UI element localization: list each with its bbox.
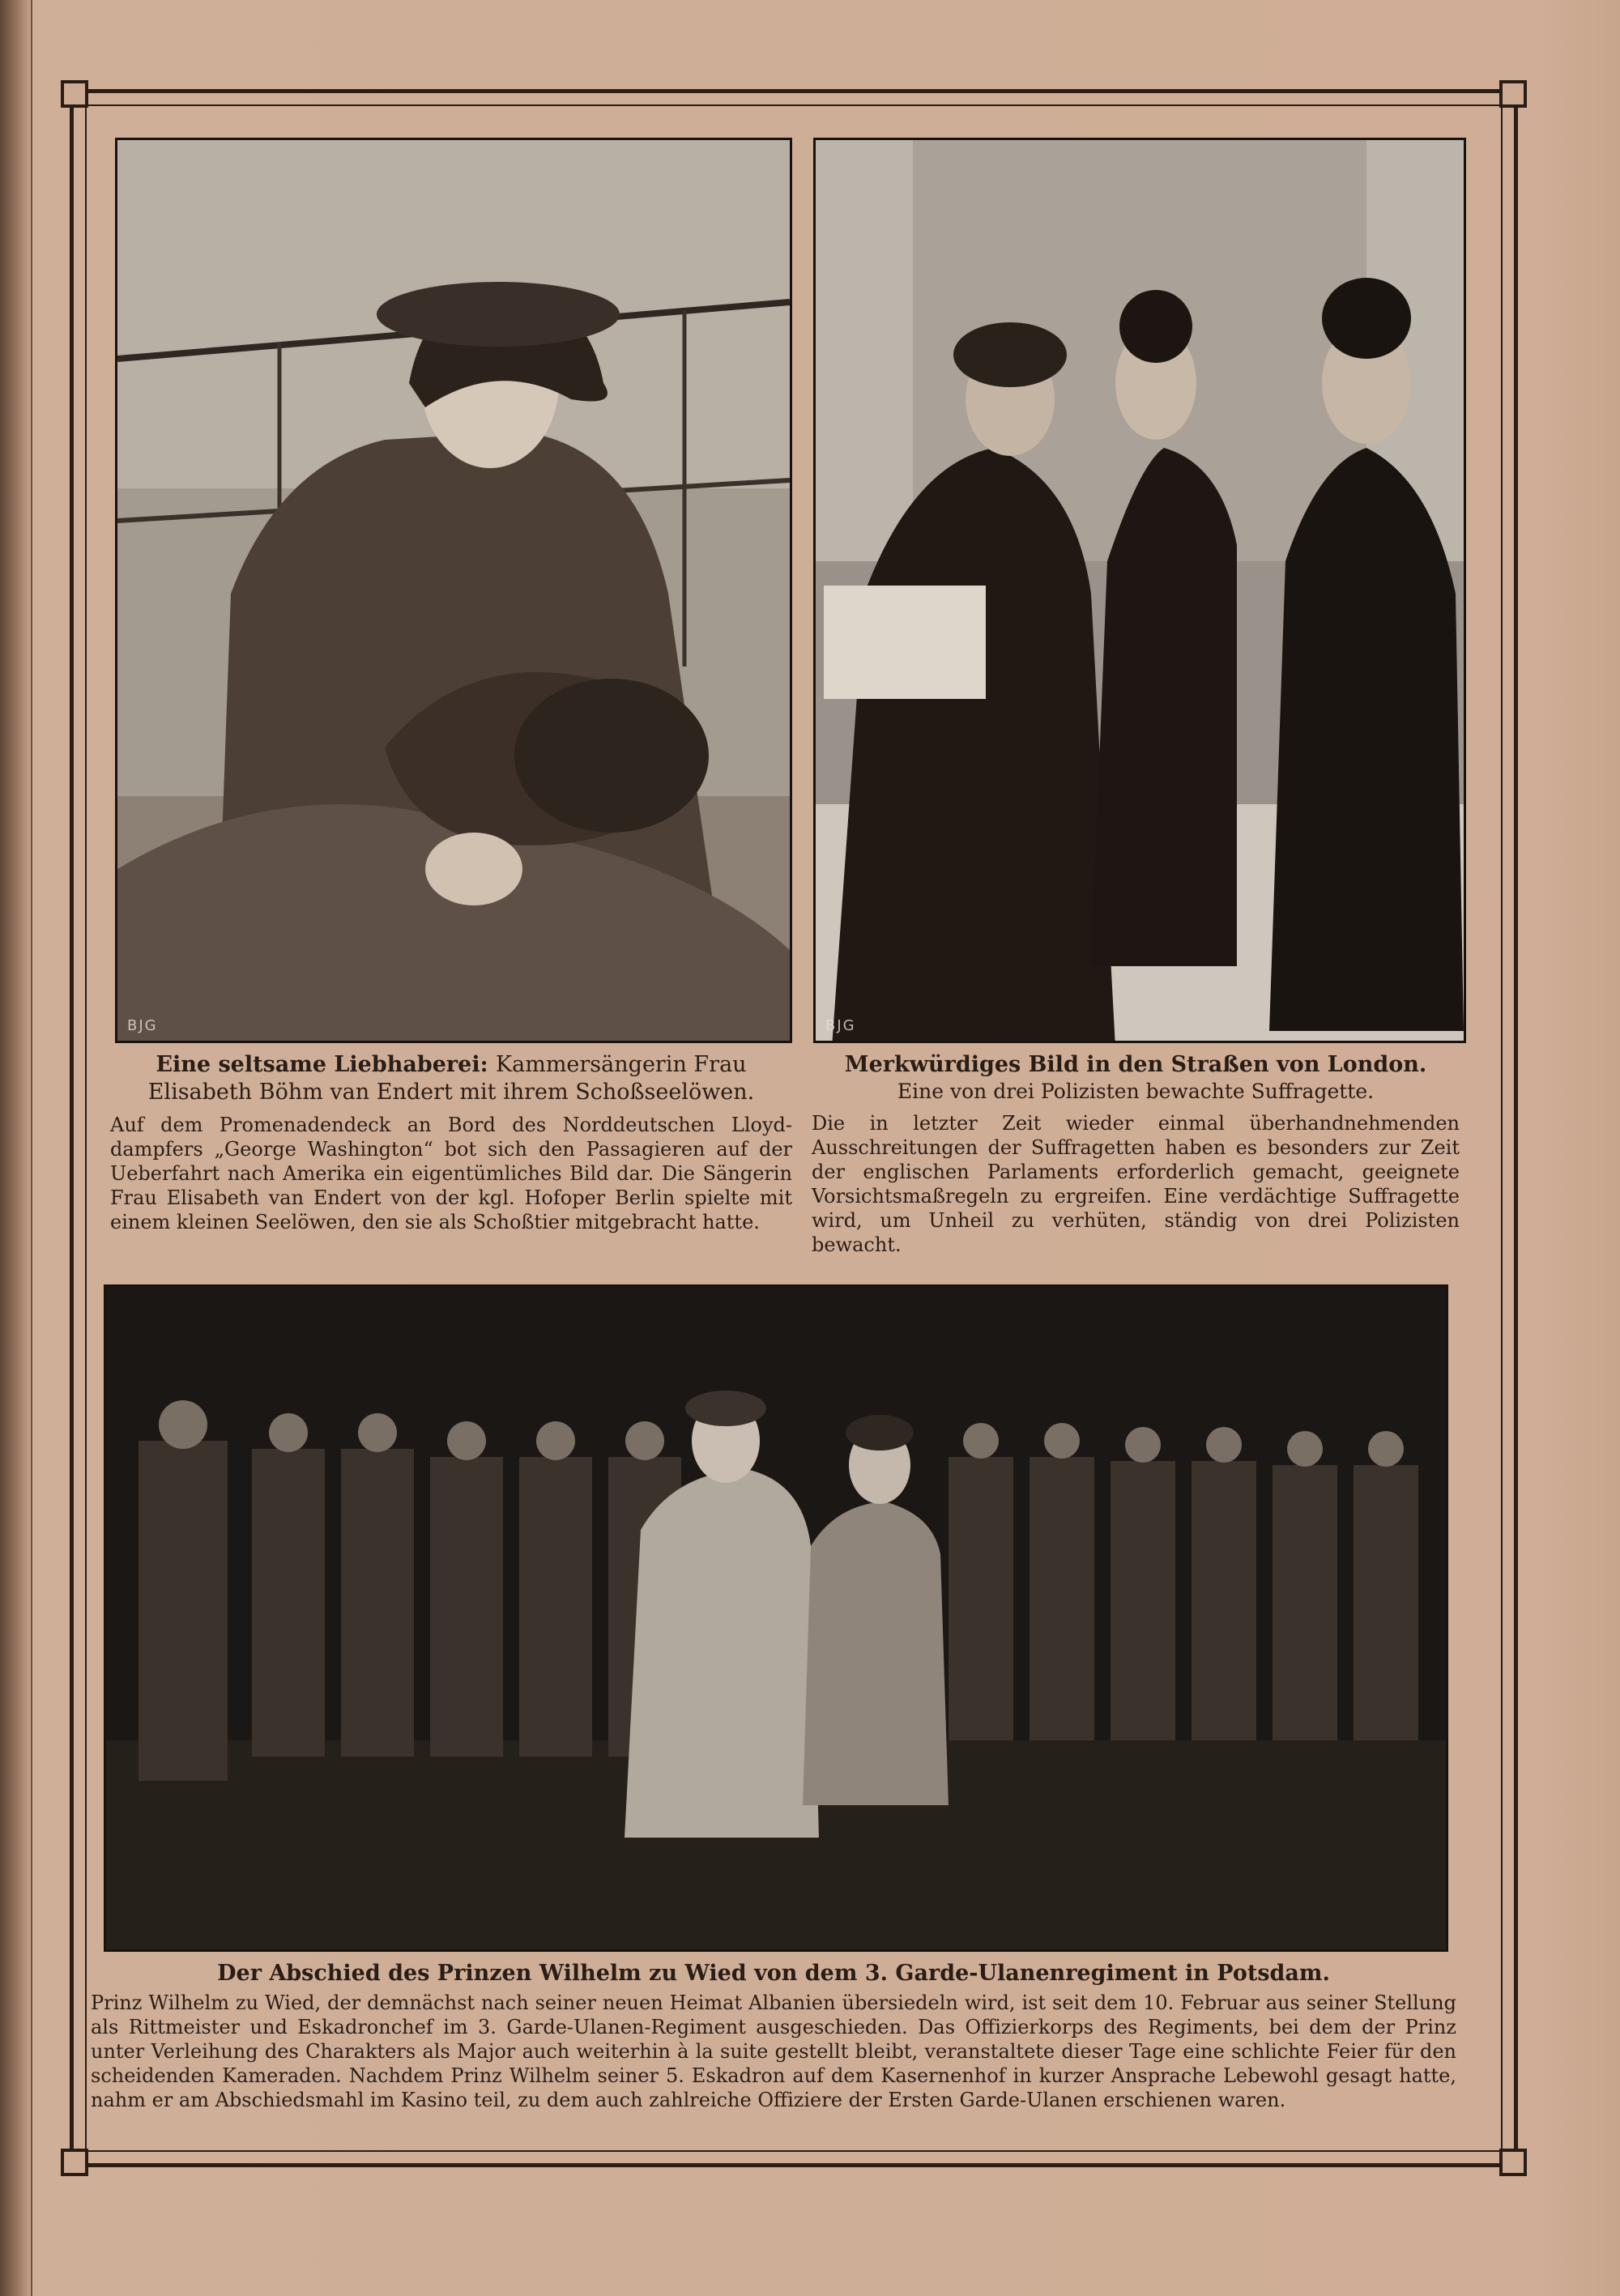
caption-regiment-farewell — [91, 1960, 1456, 2112]
photo-regiment-farewell-image — [106, 1287, 1446, 1949]
caption-body: Prinz Wilhelm zu Wied, der demnächst nach seiner neuen Heimat Albanien übersiedeln wird, ist seit dem 10. Februar aus seiner Stellung als Rittmeister und Eskadronchef im 3. Garde-Ulanen-Regiment ausgeschieden. Das Offizierkorps des Regiments, bei dem der Prinz unter Verleihung des Charakters als Major auch weiterhin à la suite gestellt bleibt, veranstaltete dieser Tage eine schlichte Feier für den scheidenden Kameraden. Nachdem Prinz Wilhelm seiner 5. Eskadron auf dem Kasernenhof in kurzer Ansprache Lebewohl gesagt hatte, nahm er am Abschiedsmahl im Kasino teil, zu dem auch zahlreiche Offiziere der Ersten Garde-Ulanen erschienen waren. — [91, 1991, 1456, 2111]
photo-singer-with-sea-lion — [115, 138, 792, 1043]
caption-title: Der Abschied des Prinzen Wilhelm zu Wied von dem 3. Garde-Ulanenregiment in Potsdam. — [217, 1961, 1330, 1986]
binding-edge — [0, 0, 32, 2296]
frame-corner-ornament — [1499, 2149, 1527, 2176]
frame-corner-ornament — [61, 80, 88, 108]
photo-regiment-farewell — [104, 1284, 1448, 1952]
caption-title — [110, 1051, 792, 1106]
caption-title-lead: Eine seltsame Liebhaberei: — [156, 1052, 488, 1077]
caption-body: Auf dem Promenadendeck an Bord des Norddeutschen Lloyd-dampfers „George Washington“ bot sich den Passagieren auf der Ueberfahrt nach Amerika ein eigentümliches Bild dar. Die Sängerin Frau Elisabeth van Endert von der kgl. Hofoper Berlin spielte mit einem kleinen Seelöwen, den sie als Schoßtier mitgebracht hatte. — [110, 1114, 792, 1233]
photo-credit: BJG — [127, 1017, 158, 1034]
photo-suffragette-with-police — [813, 138, 1466, 1043]
frame-corner-ornament — [1499, 80, 1527, 108]
caption-suffragette — [812, 1051, 1460, 1257]
frame-corner-ornament — [61, 2149, 88, 2176]
photo-singer-with-sea-lion-image — [117, 140, 790, 1041]
caption-sea-lion — [110, 1051, 792, 1234]
caption-title: Merkwürdiges Bild in den Straßen von London. — [844, 1052, 1427, 1077]
photo-suffragette-with-police-image — [816, 140, 1464, 1041]
caption-subtitle: Eine von drei Polizisten bewachte Suffragette. — [897, 1080, 1375, 1103]
photo-credit: BJG — [825, 1017, 856, 1034]
caption-body: Die in letzter Zeit wieder einmal überhandnehmenden Ausschreitungen der Suffragetten haben es besonders zur Zeit der englischen Parlaments erforderlich gemacht, geeignete Vorsichtsmaßregeln zu ergreifen. Eine verdächtige Suffragette wird, um Unheil zu verhüten, ständig von drei Polizisten bewacht. — [812, 1112, 1460, 1256]
caption-title-rest: Kammersängerin Frau Elisabeth Böhm van Endert mit ihrem Schoßseelöwen. — [147, 1052, 755, 1105]
